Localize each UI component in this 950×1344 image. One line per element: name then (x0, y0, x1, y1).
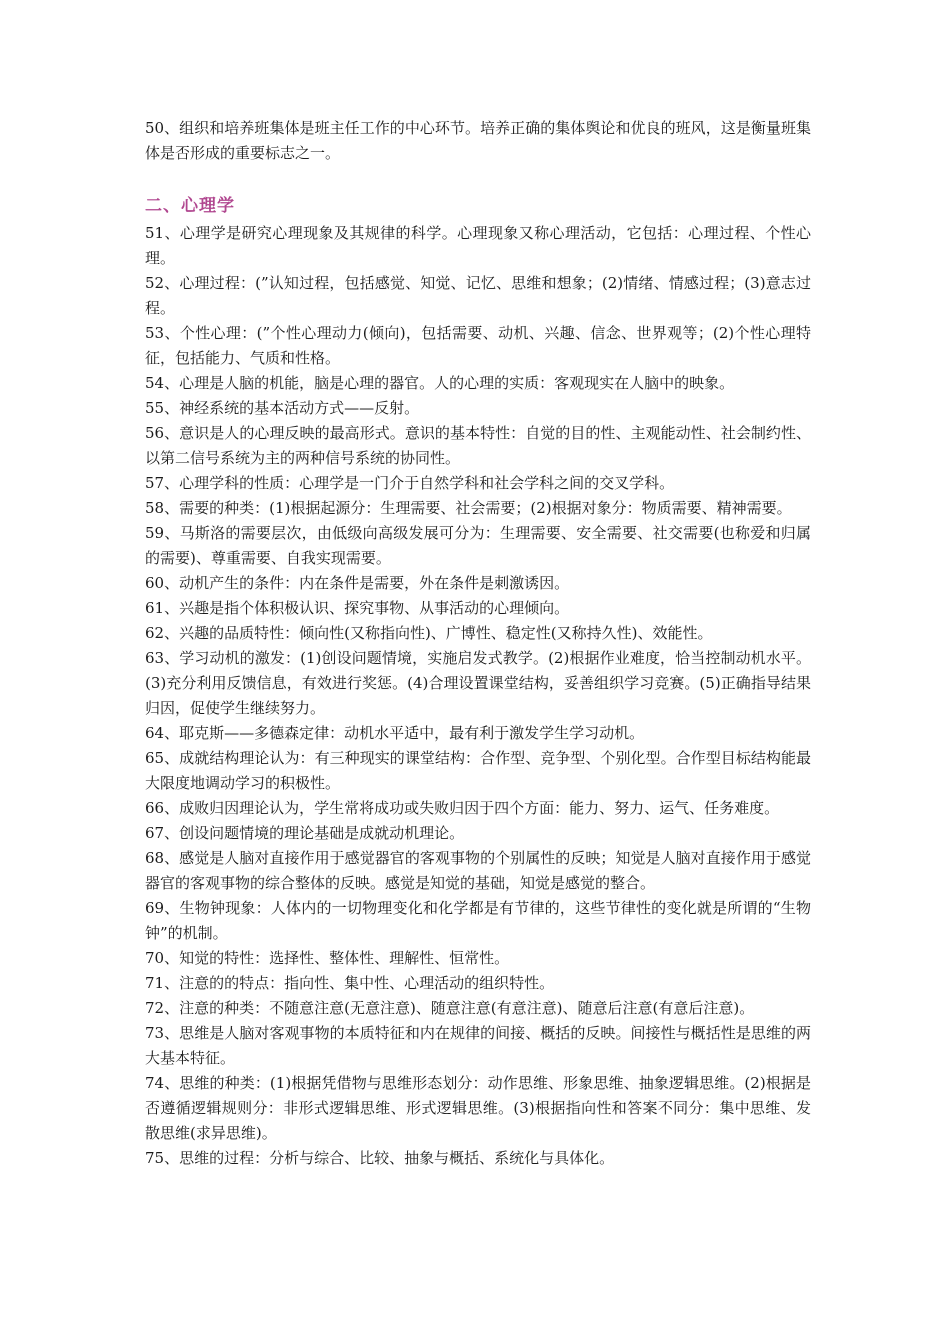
paragraph-65: 65、成就结构理论认为：有三种现实的课堂结构：合作型、竞争型、个别化型。合作型目标结构能最大限度地调动学习的积极性。 (145, 749, 811, 792)
paragraph-70: 70、知觉的特性：选择性、整体性、理解性、恒常性。 (145, 949, 510, 967)
paragraph-55: 55、神经系统的基本活动方式——反射。 (145, 399, 420, 417)
paragraph-61: 61、兴趣是指个体积极认识、探究事物、从事活动的心理倾向。 (145, 599, 570, 617)
paragraph-72: 72、注意的种类：不随意注意(无意注意)、随意注意(有意注意)、随意后注意(有意后注意)。 (145, 999, 755, 1017)
paragraph-56: 56、意识是人的心理反映的最高形式。意识的基本特性：自觉的目的性、主观能动性、社会制约性、以第二信号系统为主的两种信号系统的协同性。 (145, 424, 811, 467)
paragraph-66: 66、成败归因理论认为，学生常将成功或失败归因于四个方面：能力、努力、运气、任务难度。 (145, 799, 780, 817)
paragraph-57: 57、心理学科的性质：心理学是一门介于自然学科和社会学科之间的交叉学科。 (145, 474, 675, 492)
section-heading-psychology: 二、心理学 (145, 196, 235, 216)
paragraph-54: 54、心理是人脑的机能，脑是心理的器官。人的心理的实质：客观现实在人脑中的映象。 (145, 374, 735, 392)
paragraph-69: 69、生物钟现象：人体内的一切物理变化和化学都是有节律的，这些节律性的变化就是所谓的“生物钟”的机制。 (145, 899, 811, 942)
psychology-items-list (145, 221, 811, 1171)
paragraph-52: 52、心理过程：(”认知过程，包括感觉、知觉、记忆、思维和想象；(2)情绪、情感过程；(3)意志过程。 (145, 274, 811, 317)
paragraph-50: 50、组织和培养班集体是班主任工作的中心环节。培养正确的集体舆论和优良的班风，这是衡量班集体是否形成的重要标志之一。 (145, 119, 811, 162)
paragraph-63: 63、学习动机的激发：(1)创设问题情境，实施启发式教学。(2)根据作业难度，恰当控制动机水平。(3)充分利用反馈信息，有效进行奖惩。(4)合理设置课堂结构，妥善组织学习竞赛。(5)正确指导结果归因，促使学生继续努力。 (145, 649, 811, 717)
paragraph-59: 59、马斯洛的需要层次，由低级向高级发展可分为：生理需要、安全需要、社交需要(也称爱和归属的需要)、尊重需要、自我实现需要。 (145, 524, 811, 567)
paragraph-73: 73、思维是人脑对客观事物的本质特征和内在规律的间接、概括的反映。间接性与概括性是思维的两大基本特征。 (145, 1024, 811, 1067)
paragraph-60: 60、动机产生的条件：内在条件是需要，外在条件是刺激诱因。 (145, 574, 570, 592)
paragraph-53: 53、个性心理：(”个性心理动力(倾向)，包括需要、动机、兴趣、信念、世界观等；(2)个性心理特征，包括能力、气质和性格。 (145, 324, 811, 367)
paragraph-67: 67、创设问题情境的理论基础是成就动机理论。 (145, 824, 465, 842)
document-body (145, 116, 811, 1171)
paragraph-62: 62、兴趣的品质特性：倾向性(又称指向性)、广博性、稳定性(又称持久性)、效能性。 (145, 624, 713, 642)
paragraph-74: 74、思维的种类：(1)根据凭借物与思维形态划分：动作思维、形象思维、抽象逻辑思维。(2)根据是否遵循逻辑规则分：非形式逻辑思维、形式逻辑思维。(3)根据指向性和答案不同分：集中思维、发散思维(求异思维)。 (145, 1074, 811, 1142)
paragraph-71: 71、注意的的特点：指向性、集中性、心理活动的组织特性。 (145, 974, 555, 992)
paragraph-68: 68、感觉是人脑对直接作用于感觉器官的客观事物的个别属性的反映；知觉是人脑对直接作用于感觉器官的客观事物的综合整体的反映。感觉是知觉的基础，知觉是感觉的整合。 (145, 849, 811, 892)
paragraph-51: 51、心理学是研究心理现象及其规律的科学。心理现象又称心理活动，它包括：心理过程、个性心理。 (145, 224, 811, 267)
paragraph-64: 64、耶克斯——多德森定律：动机水平适中，最有利于激发学生学习动机。 (145, 724, 645, 742)
paragraph-75: 75、思维的过程：分析与综合、比较、抽象与概括、系统化与具体化。 (145, 1149, 615, 1167)
paragraph-58: 58、需要的种类：(1)根据起源分：生理需要、社会需要；(2)根据对象分：物质需要、精神需要。 (145, 499, 792, 517)
